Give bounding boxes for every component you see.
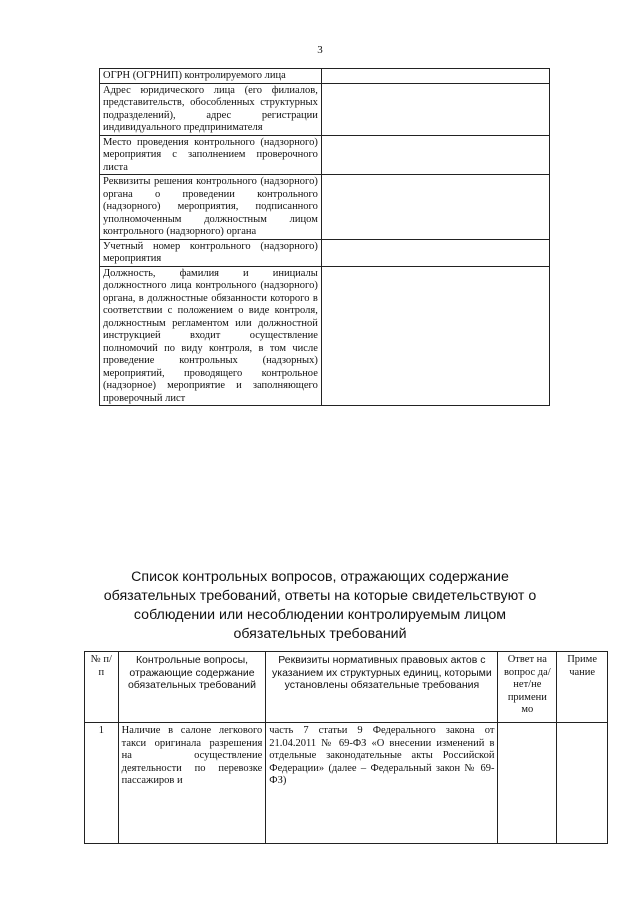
section-title: Список контрольных вопросов, отражающих содержание обязательных требований, ответы на которые свидетельствуют о соблюдении или несоблюдении контролируемым лицом обязательных требований [103, 569, 537, 642]
info-value-decision[interactable] [321, 175, 549, 240]
info-label-ogrn: ОГРН (ОГРНИП) контролируемого лица [100, 69, 322, 84]
header-answer: Ответ на вопрос да/нет/не примени мо [498, 652, 557, 723]
page-number: 3 [317, 44, 323, 56]
info-row-address [100, 83, 550, 135]
row-requisites: часть 7 статьи 9 Федерального закона от 21.04.2011 № 69-ФЗ «О внесении изменений в отдельные законодательные акты Российской Федерации» (далее – Федеральный закон № 69-ФЗ) [266, 723, 498, 844]
info-value-address[interactable] [321, 83, 549, 135]
table-row [85, 723, 608, 844]
header-question: Контрольные вопросы, отражающие содержание обязательных требований [118, 652, 266, 723]
info-row-location [100, 135, 550, 175]
info-value-official[interactable] [321, 266, 549, 406]
questions-header-row [85, 652, 608, 723]
control-questions-table [84, 651, 608, 844]
header-requisites: Реквизиты нормативных правовых актов с указанием их структурных единиц, которыми установлены обязательные требования [266, 652, 498, 723]
info-value-ogrn[interactable] [321, 69, 549, 84]
row-answer[interactable] [498, 723, 557, 844]
info-row-decision [100, 175, 550, 240]
info-row-registration-number [100, 239, 550, 266]
row-num: 1 [85, 723, 119, 844]
controlled-entity-info-table [99, 68, 550, 406]
row-question: Наличие в салоне легкового такси оригинала разрешения на осуществление деятельности по перевозке пассажиров и [118, 723, 266, 844]
info-label-registration-number: Учетный номер контрольного (надзорного) мероприятия [100, 239, 322, 266]
row-note[interactable] [557, 723, 608, 844]
header-note: Приме чание [557, 652, 608, 723]
info-label-location: Место проведения контрольного (надзорного) мероприятия с заполнением проверочного листа [100, 135, 322, 175]
info-row-ogrn [100, 69, 550, 84]
info-label-address: Адрес юридического лица (его филиалов, представительств, обособленных структурных подразделений), адрес регистрации индивидуального предпринимателя [100, 83, 322, 135]
info-row-official [100, 266, 550, 406]
info-value-location[interactable] [321, 135, 549, 175]
info-label-decision: Реквизиты решения контрольного (надзорного) органа о проведении контрольного (надзорного) мероприятия, подписанного уполномоченным должностным лицом контрольного (надзорного) органа [100, 175, 322, 240]
info-value-registration-number[interactable] [321, 239, 549, 266]
header-num: № п/п [85, 652, 119, 723]
info-label-official: Должность, фамилия и инициалы должностного лица контрольного (надзорного) органа, в должностные обязанности которого в соответствии с положением о виде контроля, должностным регламентом или должностной инструкцией входит осуществление полномочий по виду контроля, в том числе проведение контрольных (надзорных) мероприятий, проводящего контрольное (надзорное) мероприятие и заполняющего проверочный лист [100, 266, 322, 406]
